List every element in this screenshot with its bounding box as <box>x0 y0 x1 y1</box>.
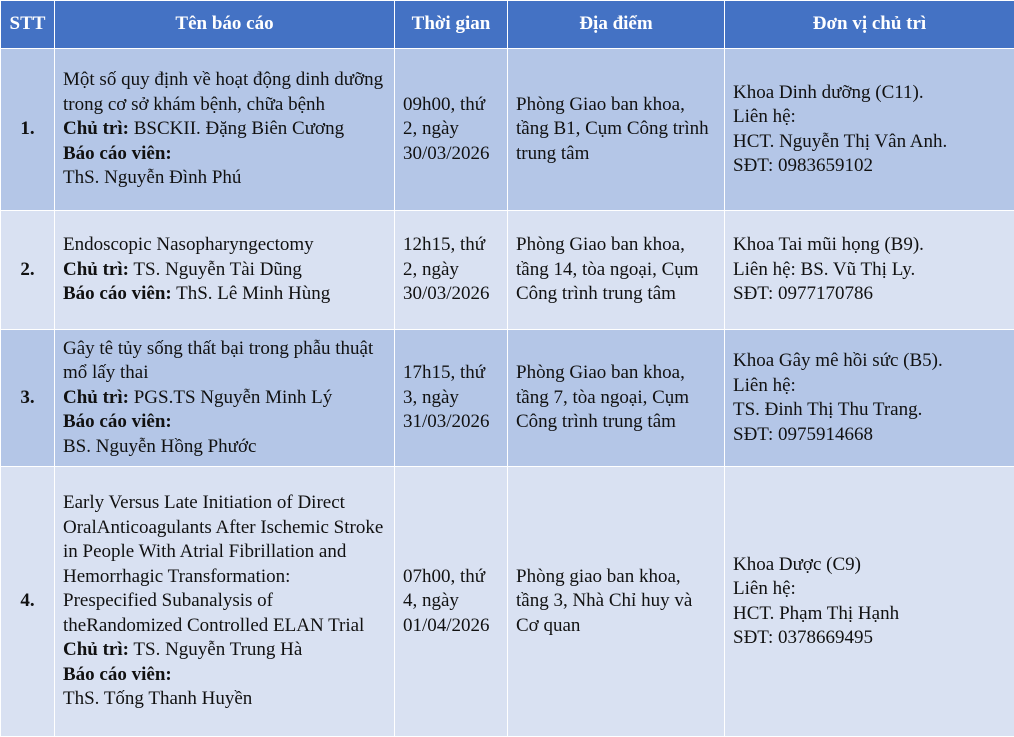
report-title: Gây tê tủy sống thất bại trong phẫu thuật mổ lấy thai <box>63 337 374 384</box>
time-cell: 17h15, thứ 3, ngày 31/03/2026 <box>395 330 508 467</box>
chair-label: Chủ trì: <box>63 386 129 408</box>
header-stt: STT <box>1 1 55 49</box>
table-row <box>1 211 1014 330</box>
place-cell: Phòng Giao ban khoa, tầng 14, tòa ngoại, Cụm Công trình trung tâm <box>508 211 725 330</box>
unit-name: Khoa Tai mũi họng (B9). <box>733 234 924 256</box>
unit-name: Khoa Dược (C9) <box>733 553 861 575</box>
row-number: 2. <box>1 211 55 330</box>
table-row <box>1 467 1014 737</box>
chair-label: Chủ trì: <box>63 639 129 661</box>
place-cell: Phòng Giao ban khoa, tầng 7, tòa ngoại, Cụm Công trình trung tâm <box>508 330 725 467</box>
unit-name: Khoa Dinh dưỡng (C11). <box>733 81 924 103</box>
presenter-name: ThS. Nguyễn Đình Phú <box>63 167 242 189</box>
table-row <box>1 330 1014 467</box>
contact-label: Liên hệ: <box>733 578 796 599</box>
chair-name: PGS.TS Nguyễn Minh Lý <box>128 386 333 408</box>
presenter-label: Báo cáo viên: <box>63 283 172 305</box>
row-number: 1. <box>1 49 55 211</box>
contact-phone: SĐT: 0977170786 <box>733 283 873 305</box>
row-number: 4. <box>1 467 55 737</box>
header-time: Thời gian <box>395 1 508 49</box>
presenter-label-line <box>63 663 386 688</box>
presenter-label-line <box>63 142 386 167</box>
presenter-name: BS. Nguyễn Hồng Phước <box>63 435 257 457</box>
report-title: Early Versus Late Initiation of Direct OralAnticoagulants After Ischemic Stroke in People With Atrial Fibrillation and Hemorrhagic Transformation: Prespecified Subanalysis of theRandomized Controlled ELAN Trial <box>63 492 384 636</box>
contact-phone: SĐT: 0378669495 <box>733 627 873 648</box>
contact-label: Liên hệ: <box>733 374 796 396</box>
report-title: Một số quy định về hoạt động dinh dưỡng trong cơ sở khám bệnh, chữa bệnh <box>63 69 384 115</box>
unit-name: Khoa Gây mê hồi sức (B5). <box>733 350 943 371</box>
chair-line <box>63 386 386 411</box>
chair-label: Chủ trì: <box>63 258 129 280</box>
report-cell <box>55 467 395 737</box>
chair-line <box>63 638 386 663</box>
presenter-label: Báo cáo viên: <box>63 663 172 685</box>
header-row <box>1 1 1014 49</box>
time-cell: 09h00, thứ 2, ngày 30/03/2026 <box>395 49 508 211</box>
table-row <box>1 49 1014 211</box>
unit-cell <box>725 49 1014 211</box>
place-cell: Phòng Giao ban khoa, tầng B1, Cụm Công trình trung tâm <box>508 49 725 211</box>
contact-person: TS. Đinh Thị Thu Trang. <box>733 399 923 420</box>
chair-line <box>63 117 386 142</box>
presenter-label: Báo cáo viên: <box>63 142 172 164</box>
unit-cell <box>725 330 1014 467</box>
unit-cell <box>725 211 1014 330</box>
report-title: Endoscopic Nasopharyngectomy <box>63 234 314 256</box>
report-cell <box>55 211 395 330</box>
header-title: Tên báo cáo <box>55 1 395 49</box>
contact-person: HCT. Nguyễn Thị Vân Anh. <box>733 130 948 152</box>
contact-person: HCT. Phạm Thị Hạnh <box>733 602 900 624</box>
chair-label: Chủ trì: <box>63 118 129 140</box>
presenter-label-line <box>63 410 386 435</box>
presenter-line <box>63 282 386 307</box>
place-cell: Phòng giao ban khoa, tầng 3, Nhà Chỉ huy và Cơ quan <box>508 467 725 737</box>
presenter-name: ThS. Lê Minh Hùng <box>171 283 331 305</box>
header-unit: Đơn vị chủ trì <box>725 1 1014 49</box>
time-cell: 07h00, thứ 4, ngày 01/04/2026 <box>395 467 508 737</box>
report-cell <box>55 330 395 467</box>
presenter-name: ThS. Tống Thanh Huyền <box>63 688 253 710</box>
row-number: 3. <box>1 330 55 467</box>
chair-name: TS. Nguyễn Tài Dũng <box>128 258 302 280</box>
contact-label: Liên hệ: <box>733 106 796 127</box>
chair-line <box>63 258 386 283</box>
unit-cell <box>725 467 1014 737</box>
report-cell <box>55 49 395 211</box>
contact-phone: SĐT: 0983659102 <box>733 155 873 176</box>
chair-name: TS. Nguyễn Trung Hà <box>128 639 303 661</box>
contact-phone: SĐT: 0975914668 <box>733 423 873 445</box>
chair-name: BSCKII. Đặng Biên Cương <box>128 118 345 140</box>
time-cell: 12h15, thứ 2, ngày 30/03/2026 <box>395 211 508 330</box>
contact-person: Liên hệ: BS. Vũ Thị Ly. <box>733 258 916 280</box>
header-place: Địa điểm <box>508 1 725 49</box>
presenter-label: Báo cáo viên: <box>63 411 172 433</box>
